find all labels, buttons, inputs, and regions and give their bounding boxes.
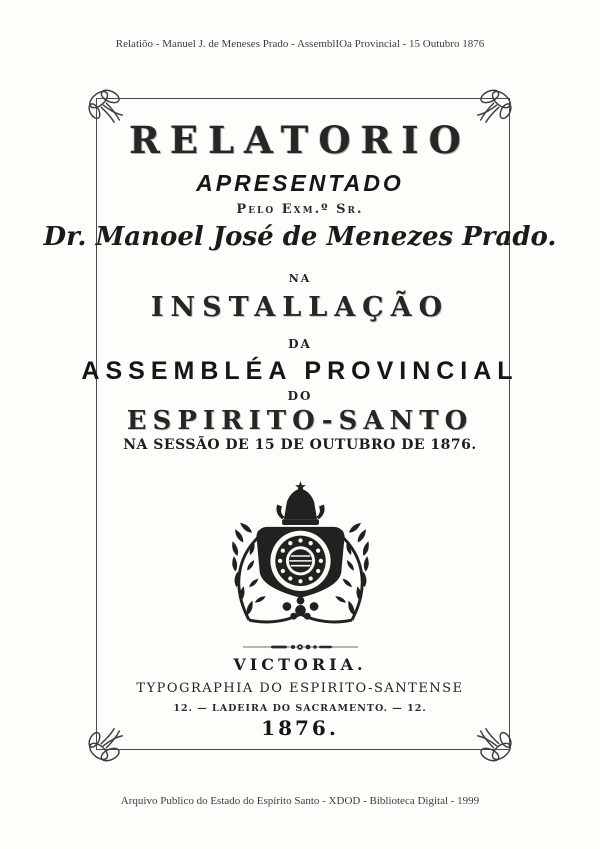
scan-footer-caption: Arquivo Publico do Estado do Espírito Santo - XDOD - Biblioteca Digital - 1999 — [120, 795, 480, 807]
imprint-year: 1876. — [261, 716, 339, 740]
session-date-line: NA SESSÃO DE 15 DE OUTUBRO DE 1876. — [123, 437, 477, 453]
scan-header-caption: Relatiõo - Manuel J. de Meneses Prado - AssemblIOa Provincial - 15 Outubro 1876 — [115, 38, 485, 50]
beaded-divider-icon — [243, 637, 358, 647]
report-subtitle: APRESENTADO — [196, 170, 404, 196]
imperial-coat-of-arms-icon — [218, 478, 383, 634]
imprint-address: 12. — LADEIRA DO SACRAMENTO. — 12. — [173, 703, 427, 714]
event-title: INSTALLAÇÃO — [150, 292, 450, 323]
province-title: ESPIRITO-SANTO — [126, 406, 474, 436]
assembly-title: ASSEMBLÉA PROVINCIAL — [81, 357, 519, 385]
connector-da: DA — [288, 337, 312, 351]
author-name: Dr. Manoel José de Menezes Prado. — [43, 222, 557, 252]
imprint-printer: TYPOGRAPHIA DO ESPIRITO-SANTENSE — [136, 681, 464, 696]
byline: Pelo Exm.º Sr. — [236, 202, 364, 217]
imprint-city: VICTORIA. — [233, 655, 367, 674]
connector-do: DO — [287, 389, 313, 403]
connector-na: NA — [288, 272, 312, 285]
report-title: RELATORIO — [129, 118, 471, 162]
